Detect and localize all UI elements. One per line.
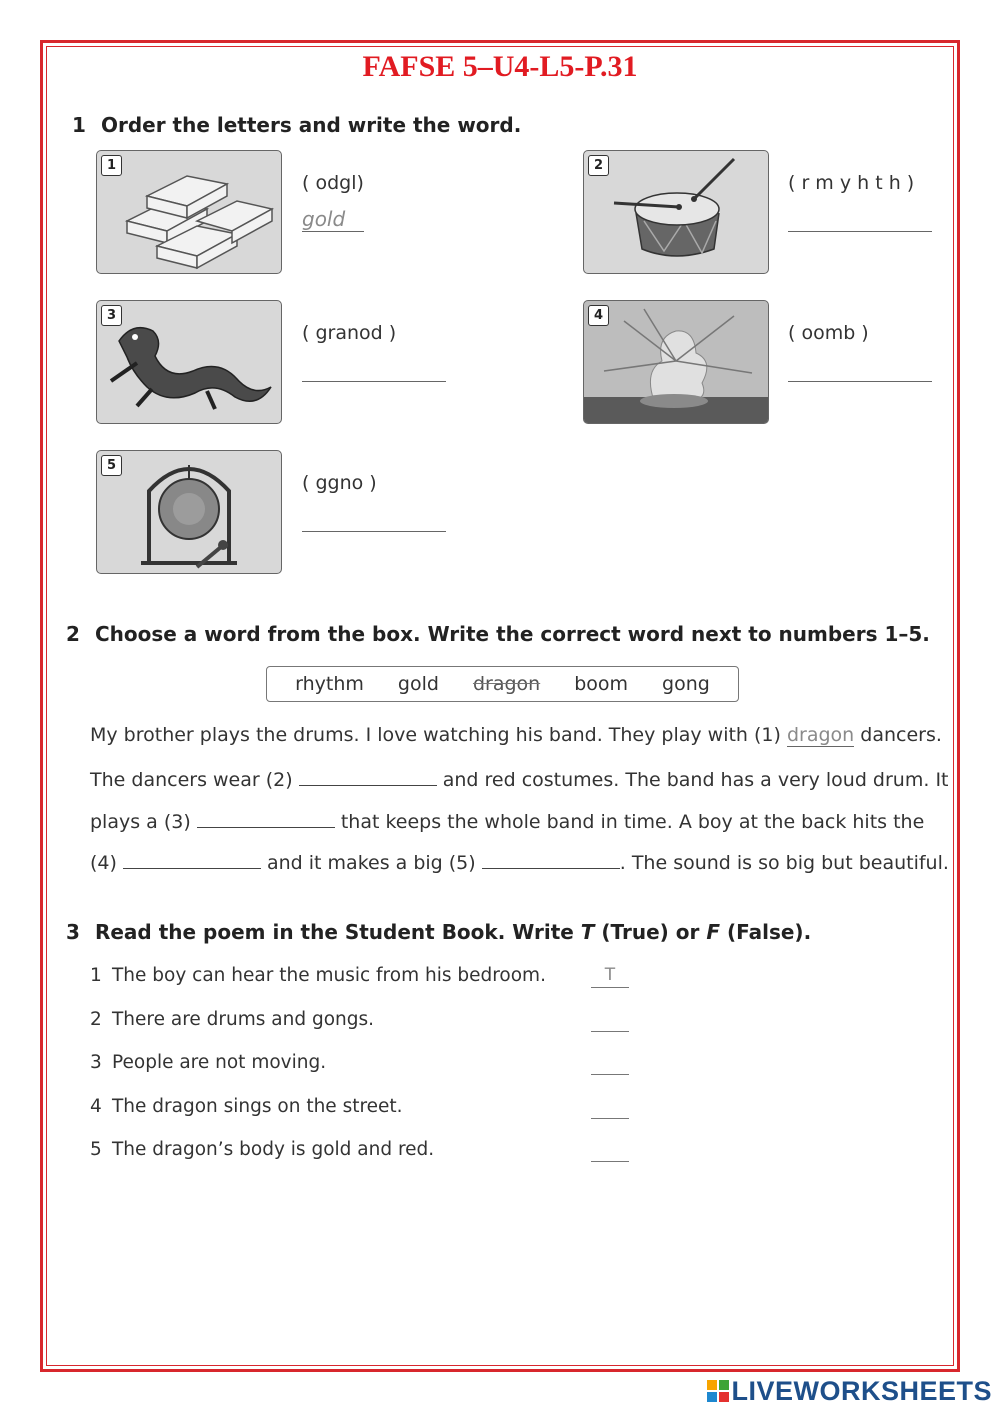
liveworksheets-logo-icon (707, 1378, 729, 1400)
drum-image (583, 150, 769, 274)
liveworksheets-logo[interactable]: LIVEWORKSHEETS (707, 1376, 992, 1407)
item-number: 1 (101, 155, 122, 176)
scrambled-word-3: ( granod ) (302, 322, 397, 344)
statement-row: 1 The boy can hear the music from his bedroom. (90, 965, 546, 986)
word-gold: gold (397, 673, 439, 695)
item-number: 4 (588, 305, 609, 326)
page-title: FAFSE 5–U4-L5-P.31 (362, 50, 638, 83)
scrambled-word-4: ( oomb ) (788, 322, 869, 344)
scrambled-word-5: ( ggno ) (302, 472, 377, 494)
paragraph-line-2: The dancers wear (2) and red costumes. The band has a very loud drum. It (90, 765, 949, 791)
statement-row: 4 The dragon sings on the street. (90, 1096, 403, 1117)
blank-5[interactable] (482, 848, 620, 869)
answer-field-5[interactable] (302, 507, 446, 532)
word-rhythm: rhythm (295, 673, 364, 695)
gold-bars-image (96, 150, 282, 274)
statement-row: 3 People are not moving. (90, 1052, 327, 1073)
statement-row: 2 There are drums and gongs. (90, 1009, 375, 1030)
item-number: 5 (101, 455, 122, 476)
paragraph-line-3: plays a (3) that keeps the whole band in time. A boy at the back hits the (90, 807, 924, 833)
statement-row: 5 The dragon’s body is gold and red. (90, 1139, 435, 1160)
section-2-heading: 2 Choose a word from the box. Write the correct word next to numbers 1–5. (66, 622, 930, 646)
explosion-image (583, 300, 769, 424)
item-number: 2 (588, 155, 609, 176)
section-1-heading: 1 Order the letters and write the word. (72, 113, 522, 137)
tf-answer-4[interactable] (591, 1096, 629, 1119)
answer-field-3[interactable] (302, 357, 446, 382)
item-number: 3 (101, 305, 122, 326)
tf-answer-1[interactable]: T (591, 965, 629, 988)
word-gong: gong (662, 673, 710, 695)
answer-field-1[interactable]: gold (302, 207, 364, 232)
gong-image (96, 450, 282, 574)
scrambled-word-1: ( odgl) (302, 172, 364, 194)
word-boom: boom (574, 673, 629, 695)
scrambled-word-2: ( r m y h t h ) (788, 172, 915, 194)
tf-answer-3[interactable] (591, 1052, 629, 1075)
paragraph-line-4: (4) and it makes a big (5) . The sound is so big but beautiful. (90, 848, 949, 874)
blank-3[interactable] (197, 807, 335, 828)
dragon-image (96, 300, 282, 424)
word-dragon-crossed: dragon (472, 673, 541, 695)
tf-answer-2[interactable] (591, 1009, 629, 1032)
answer-field-2[interactable] (788, 207, 932, 232)
blank-2[interactable] (299, 765, 437, 786)
tf-answer-5[interactable] (591, 1139, 629, 1162)
blank-4[interactable] (123, 848, 261, 869)
blank-1[interactable]: dragon (786, 724, 855, 746)
answer-field-4[interactable] (788, 357, 932, 382)
paragraph-line-1: My brother plays the drums. I love watching his band. They play with (1) dragon dancers. (90, 724, 942, 746)
section-3-heading: 3 Read the poem in the Student Book. Write T (True) or F (False). (66, 920, 812, 944)
word-box (266, 666, 739, 702)
